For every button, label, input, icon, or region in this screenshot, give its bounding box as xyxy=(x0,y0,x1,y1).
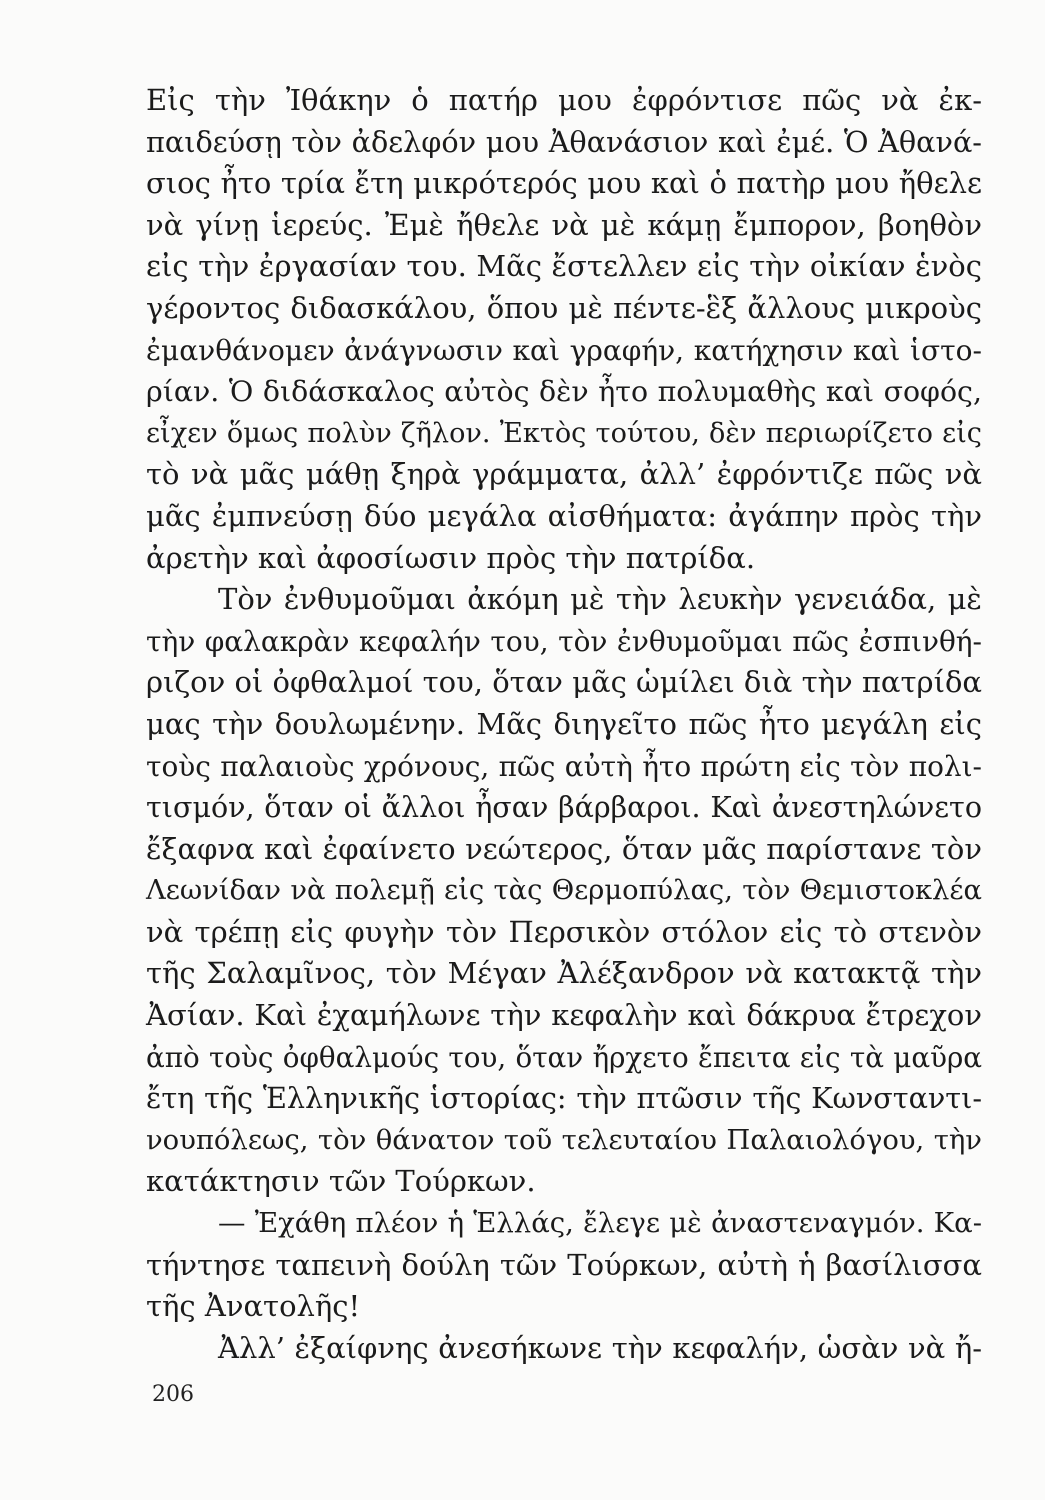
text-line: παιδεύσῃ τὸν ἀδελφόν μου Ἀθανάσιον καὶ ἐμέ. Ὁ Ἀθανά- xyxy=(146,124,982,159)
text-line: τῆς Ἀνατολῆς! xyxy=(146,1289,361,1324)
text-line: — Ἐχάθη πλέον ἡ Ἑλλάς, ἔλεγε μὲ ἀναστεναγμόν. Κα- xyxy=(218,1208,982,1240)
text-line: εἶχεν ὅμως πολὺν ζῆλον. Ἐκτὸς τούτου, δὲν περιωρίζετο εἰς xyxy=(146,417,982,449)
text-line: Ἀσίαν. Καὶ ἐχαμήλωνε τὴν κεφαλὴν καὶ δάκρυα ἔτρεχον xyxy=(146,998,982,1033)
text-line: ἔξαφνα καὶ ἐφαίνετο νεώτερος, ὅταν μᾶς παρίστανε τὸν xyxy=(146,831,982,866)
text-line: Ἀλλ’ ἐξαίφνης ἀνεσήκωνε τὴν κεφαλήν, ὡσὰν νὰ ἤ- xyxy=(218,1330,982,1365)
text-line: τοὺς παλαιοὺς χρόνους, πῶς αὐτὴ ἦτο πρώτη εἰς τὸν πολι- xyxy=(146,749,982,783)
text-line: τισμόν, ὅταν οἱ ἄλλοι ἦσαν βάρβαροι. Καὶ ἀνεστηλώνετο xyxy=(146,791,982,825)
text-line: μᾶς ἐμπνεύσῃ δύο μεγάλα αἰσθήματα: ἀγάπην πρὸς τὴν xyxy=(146,498,982,533)
text-line: μας τὴν δουλωμένην. Μᾶς διηγεῖτο πῶς ἦτο μεγάλη εἰς xyxy=(146,706,982,741)
text-line: ριζον οἱ ὀφθαλμοί του, ὅταν μᾶς ὡμίλει διὰ τὴν πατρίδα xyxy=(146,665,982,700)
text-line: τὸ νὰ μᾶς μάθῃ ξηρὰ γράμματα, ἀλλ’ ἐφρόντιζε πῶς νὰ xyxy=(146,457,982,492)
text-line: ἀρετὴν καὶ ἀφοσίωσιν πρὸς τὴν πατρίδα. xyxy=(146,540,756,575)
page-number: 206 xyxy=(152,1382,194,1407)
text-line: Λεωνίδαν νὰ πολεμῇ εἰς τὰς Θερμοπύλας, τὸν Θεμιστοκλέα xyxy=(146,875,982,907)
text-line: Τὸν ἐνθυμοῦμαι ἀκόμη μὲ τὴν λευκὴν γενειάδα, μὲ xyxy=(218,582,982,617)
text-line: εἰς τὴν ἐργασίαν του. Μᾶς ἔστελλεν εἰς τὴν οἰκίαν ἑνὸς xyxy=(146,249,982,284)
text-line: ρίαν. Ὁ διδάσκαλος αὐτὸς δὲν ἦτο πολυμαθὴς καὶ σοφός, xyxy=(146,375,982,409)
text-line: σιος ἦτο τρία ἔτη μικρότερός μου καὶ ὁ πατὴρ μου ἤθελε xyxy=(146,166,982,201)
body-text xyxy=(146,80,982,1369)
text-line: γέροντος διδασκάλου, ὅπου μὲ πέντε-ἓξ ἄλλους μικροὺς xyxy=(146,290,982,325)
text-line: νὰ τρέπῃ εἰς φυγὴν τὸν Περσικὸν στόλον εἰς τὸ στενὸν xyxy=(146,914,982,949)
text-line: τήντησε ταπεινὴ δούλη τῶν Τούρκων, αὐτὴ ἡ βασίλισσα xyxy=(146,1247,982,1282)
text-line: ἔτη τῆς Ἑλληνικῆς ἱστορίας: τὴν πτῶσιν τῆς Κωνσταντι- xyxy=(146,1081,982,1116)
text-line: νὰ γίνῃ ἱερεύς. Ἐμὲ ἤθελε νὰ μὲ κάμῃ ἔμπορον, βοηθὸν xyxy=(146,207,982,242)
text-line: ἀπὸ τοὺς ὀφθαλμούς του, ὅταν ἤρχετο ἔπειτα εἰς τὰ μαῦρα xyxy=(146,1040,982,1074)
text-line: κατάκτησιν τῶν Τούρκων. xyxy=(146,1164,536,1199)
text-line: ἐμανθάνομεν ἀνάγνωσιν καὶ γραφήν, κατήχησιν καὶ ἱστο- xyxy=(146,333,982,367)
text-line: νουπόλεως, τὸν θάνατον τοῦ τελευταίου Παλαιολόγου, τὴν xyxy=(146,1124,982,1156)
text-line: Εἰς τὴν Ἰθάκην ὁ πατήρ μου ἐφρόντισε πῶς νὰ ἐκ- xyxy=(146,83,982,117)
text-line: τὴν φαλακρὰν κεφαλήν του, τὸν ἐνθυμοῦμαι πῶς ἐσπινθή- xyxy=(146,624,982,658)
text-line: τῆς Σαλαμῖνος, τὸν Μέγαν Ἀλέξανδρον νὰ κατακτᾷ τὴν xyxy=(146,956,982,991)
